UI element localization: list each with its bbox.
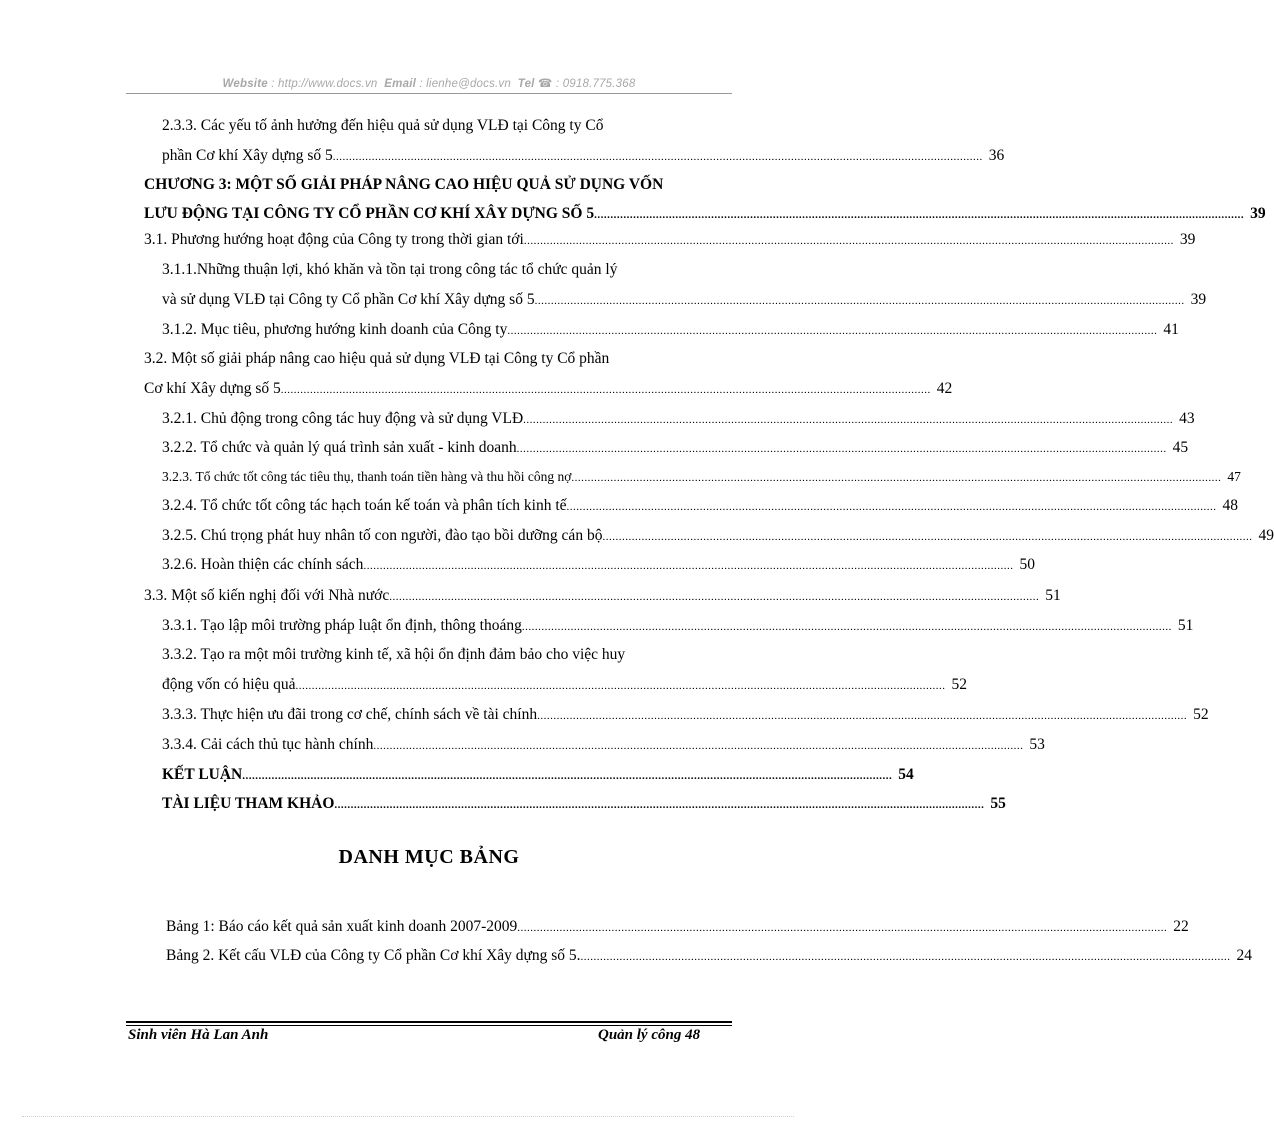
table-list-entry[interactable] xyxy=(166,915,1189,939)
leader-dots: ........................................................................................................................................................................................................ xyxy=(566,501,1217,513)
toc-entry-page: 51 xyxy=(1177,617,1194,634)
toc-entry-text: 3.3.1. Tạo lập môi trường pháp luật ổn định, thông thoáng xyxy=(162,617,522,634)
toc-entry[interactable] xyxy=(162,436,1189,460)
leader-dots: ........................................................................................................................................................................................................ xyxy=(537,710,1188,722)
toc-entry[interactable] xyxy=(162,614,1194,638)
footer-divider-thin xyxy=(126,1025,732,1026)
toc-entry-page: 54 xyxy=(898,766,914,783)
leader-dots: ........................................................................................................................................................................................................ xyxy=(523,414,1174,426)
leader-dots: ........................................................................................................................................................................................................ xyxy=(523,235,1174,247)
leader-dots: ........................................................................................................................................................................................................ xyxy=(534,295,1185,307)
leader-dots: ........................................................................................................................................................................................................ xyxy=(507,325,1158,337)
toc-entry-text: và sử dụng VLĐ tại Công ty Cổ phần Cơ khí Xây dựng số 5 xyxy=(162,291,535,308)
toc-entry[interactable] xyxy=(162,144,1005,168)
leader-dots: ........................................................................................................................................................................................................ xyxy=(571,472,1222,484)
toc-entry[interactable] xyxy=(162,494,1239,518)
toc-entry[interactable] xyxy=(162,703,1209,727)
toc-entry-text: 2.3.3. Các yếu tố ảnh hưởng đến hiệu quả sử dụng VLĐ tại Công ty Cổ xyxy=(162,117,604,134)
toc-entry-text: 3.1.2. Mục tiêu, phương hướng kinh doanh của Công ty xyxy=(162,321,508,338)
toc-entry[interactable] xyxy=(162,792,1006,816)
page-edge-dots xyxy=(22,1116,794,1117)
toc-entry[interactable] xyxy=(162,465,1241,489)
leader-dots: ........................................................................................................................................................................................................ xyxy=(389,591,1040,603)
toc-entry[interactable] xyxy=(144,584,1061,608)
toc-entry-page: 50 xyxy=(1019,556,1035,573)
toc-entry[interactable] xyxy=(162,763,914,787)
toc-entry-page: 45 xyxy=(1172,439,1189,456)
toc-entry-page: 39 xyxy=(1250,205,1266,222)
toc-entry[interactable] xyxy=(162,114,712,138)
email-value[interactable]: : lienhe@docs.vn xyxy=(419,78,511,90)
toc-entry-page: 42 xyxy=(936,380,953,397)
leader-dots: ........................................................................................................................................................................................................ xyxy=(295,680,946,692)
toc-entry-text: 3.2.2. Tổ chức và quản lý quá trình sản xuất - kinh doanh xyxy=(162,439,517,456)
table-list-entry-text: Bảng 1: Báo cáo kết quả sản xuất kinh doanh 2007-2009 xyxy=(166,918,518,935)
toc-entry[interactable] xyxy=(144,202,1266,226)
header-divider xyxy=(126,93,732,94)
toc-entry-page: 39 xyxy=(1190,291,1207,308)
toc-entry-text: 3.3. Một số kiến nghị đối với Nhà nước xyxy=(144,587,390,604)
toc-entry[interactable] xyxy=(162,553,1035,577)
leader-dots: ........................................................................................................................................................................................................ xyxy=(517,922,1168,934)
email-label: Email xyxy=(384,78,416,90)
toc-entry-text: KẾT LUẬN xyxy=(162,766,243,783)
toc-entry[interactable] xyxy=(162,733,1045,757)
toc-entry[interactable] xyxy=(162,288,1207,312)
toc-entry-text: 3.2. Một số giải pháp nâng cao hiệu quả sử dụng VLĐ tại Công ty Cổ phần xyxy=(144,350,610,367)
toc-entry[interactable] xyxy=(162,643,712,667)
footer-author: Sinh viên Hà Lan Anh xyxy=(128,1027,269,1043)
table-list-title: DANH MỤC BẢNG xyxy=(338,846,520,868)
toc-entry-page: 52 xyxy=(1193,706,1209,723)
website-label: Website xyxy=(222,78,268,90)
table-list-entry-page: 22 xyxy=(1173,918,1189,935)
toc-entry[interactable] xyxy=(144,173,734,197)
toc-entry-text: 3.3.3. Thực hiện ưu đãi trong cơ chế, chính sách về tài chính xyxy=(162,706,538,723)
page-header xyxy=(126,76,732,90)
toc-entry-text: 3.2.4. Tổ chức tốt công tác hạch toán kế toán và phân tích kinh tế xyxy=(162,497,567,514)
leader-dots: ........................................................................................................................................................................................................ xyxy=(334,799,985,811)
toc-entry-text: 3.2.1. Chủ động trong công tác huy động và sử dụng VLĐ xyxy=(162,410,524,427)
website-value[interactable]: : http://www.docs.vn xyxy=(271,78,378,90)
table-list-entry-text: Bảng 2. Kết cấu VLĐ của Công ty Cổ phần Cơ khí Xây dựng số 5. xyxy=(166,947,581,964)
tel-value: ☎ : 0918.775.368 xyxy=(537,78,636,90)
toc-entry[interactable] xyxy=(162,258,712,282)
leader-dots: ........................................................................................................................................................................................................ xyxy=(602,531,1253,543)
toc-entry-page: 52 xyxy=(951,676,967,693)
leader-dots: ........................................................................................................................................................................................................ xyxy=(580,951,1231,963)
toc-entry-text: CHƯƠNG 3: MỘT SỐ GIẢI PHÁP NÂNG CAO HIỆU QUẢ SỬ DỤNG VỐN xyxy=(144,176,664,193)
toc-entry-text: TÀI LIỆU THAM KHẢO xyxy=(162,795,335,812)
leader-dots: ........................................................................................................................................................................................................ xyxy=(332,151,983,163)
toc-entry[interactable] xyxy=(144,228,1196,252)
toc-entry[interactable] xyxy=(144,377,953,401)
toc-entry-text: 3.2.3. Tổ chức tốt công tác tiêu thụ, thanh toán tiền hàng và thu hồi công nợ xyxy=(162,469,572,484)
toc-entry-page: 51 xyxy=(1045,587,1061,604)
footer-divider xyxy=(126,1021,732,1023)
toc-entry-text: 3.1. Phương hướng hoạt động của Công ty trong thời gian tới xyxy=(144,231,524,248)
toc-entry-text: Cơ khí Xây dựng số 5 xyxy=(144,380,281,397)
leader-dots: ........................................................................................................................................................................................................ xyxy=(594,209,1245,221)
toc-entry-page: 36 xyxy=(988,147,1005,164)
toc-entry-text: 3.2.5. Chú trọng phát huy nhân tố con người, đào tạo bồi dưỡng cán bộ xyxy=(162,527,603,544)
leader-dots: ........................................................................................................................................................................................................ xyxy=(373,740,1024,752)
toc-entry-page: 39 xyxy=(1179,231,1196,248)
toc-entry[interactable] xyxy=(162,524,1274,548)
toc-entry[interactable] xyxy=(144,347,734,371)
toc-entry-text: phần Cơ khí Xây dựng số 5 xyxy=(162,147,333,164)
leader-dots: ........................................................................................................................................................................................................ xyxy=(521,621,1172,633)
toc-entry-page: 41 xyxy=(1163,321,1179,338)
toc-entry-page: 47 xyxy=(1227,469,1241,484)
toc-entry[interactable] xyxy=(162,407,1195,431)
toc-entry-page: 53 xyxy=(1029,736,1045,753)
toc-entry-text: động vốn có hiệu quả xyxy=(162,676,296,693)
table-list-entry[interactable] xyxy=(166,944,1253,968)
toc-entry-text: 3.3.4. Cải cách thủ tục hành chính xyxy=(162,736,374,753)
toc-entry[interactable] xyxy=(162,318,1179,342)
footer-class: Quản lý công 48 xyxy=(598,1027,701,1043)
tel-label: Tel xyxy=(517,78,535,90)
toc-entry-text: 3.3.2. Tạo ra một môi trường kinh tế, xã hội ổn định đảm bảo cho việc huy xyxy=(162,646,626,663)
toc-entry-text: LƯU ĐỘNG TẠI CÔNG TY CỔ PHẦN CƠ KHÍ XÂY DỰNG SỐ 5 xyxy=(144,205,595,222)
toc-entry[interactable] xyxy=(162,673,967,697)
toc-entry-page: 48 xyxy=(1222,497,1239,514)
toc-entry-text: 3.1.1.Những thuận lợi, khó khăn và tồn tại trong công tác tổ chức quản lý xyxy=(162,261,618,278)
toc-entry-text: 3.2.6. Hoàn thiện các chính sách xyxy=(162,556,364,573)
leader-dots: ........................................................................................................................................................................................................ xyxy=(280,384,931,396)
toc-entry-page: 55 xyxy=(990,795,1006,812)
leader-dots: ........................................................................................................................................................................................................ xyxy=(363,560,1014,572)
table-list-entry-page: 24 xyxy=(1236,947,1253,964)
leader-dots: ........................................................................................................................................................................................................ xyxy=(242,770,893,782)
leader-dots: ........................................................................................................................................................................................................ xyxy=(516,443,1167,455)
toc-entry-page: 49 xyxy=(1258,527,1274,544)
toc-entry-page: 43 xyxy=(1179,410,1195,427)
